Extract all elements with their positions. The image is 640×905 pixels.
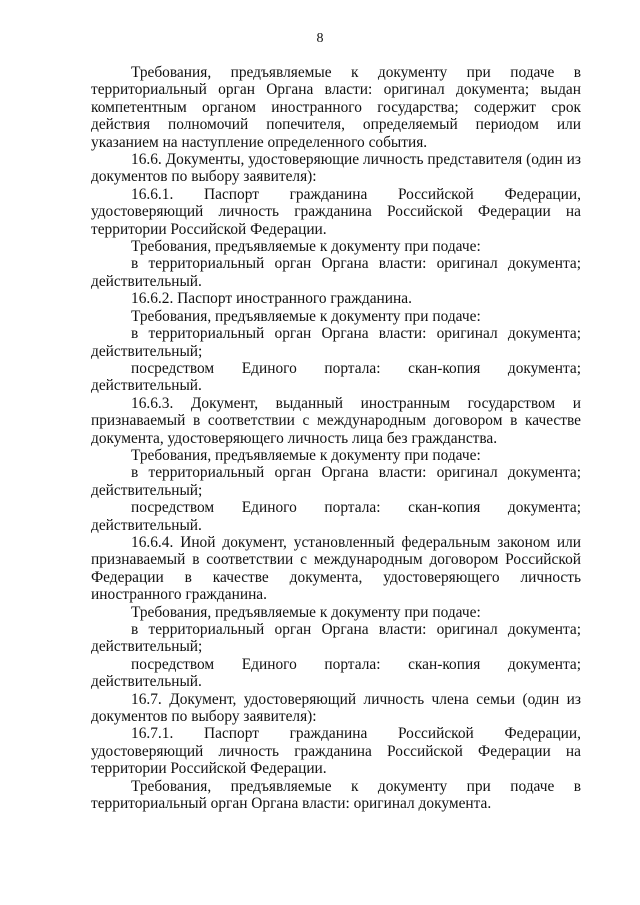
paragraph-16-7-1-passport-rf: 16.7.1. Паспорт гражданина Российской Федерации, удостоверяющий личность гражданина Российской Федерации на территории Российской Федерации. — [91, 725, 581, 778]
paragraph-16-6-heading: 16.6. Документы, удостоверяющие личность представителя (один из документов по выбору заявителя): — [91, 151, 581, 186]
paragraph-requirements-intro: Требования, предъявляемые к документу при подаче: — [131, 446, 481, 464]
paragraph-requirements-intro: Требования, предъявляемые к документу при подаче: — [131, 238, 481, 256]
paragraph-portal-requirement: посредством Единого портала: скан-копия документа; действительный. — [91, 655, 581, 691]
document-body — [91, 64, 581, 812]
paragraph-16-6-2-foreign-passport: 16.6.2. Паспорт иностранного гражданина. — [131, 290, 412, 308]
paragraph-16-6-1-passport-rf: 16.6.1. Паспорт гражданина Российской Федерации, удостоверяющий личность гражданина Российской Федерации на территории Российской Федерации. — [91, 185, 581, 238]
paragraph-requirements-intro: Требования, предъявляемые к документу при подаче: — [131, 603, 481, 621]
paragraph-territorial-requirement: в территориальный орган Органа власти: оригинал документа; действительный. — [91, 255, 581, 290]
paragraph-territorial-requirement: в территориальный орган Органа власти: оригинал документа; действительный; — [91, 621, 581, 656]
paragraph-16-6-4-other-document: 16.6.4. Иной документ, установленный федеральным законом или признаваемый в соответствии с международным договором Российской Федерации в качестве документа, удостоверяющего личность иностранного гражданина. — [91, 533, 581, 604]
paragraph-requirements-intro: Требования, предъявляемые к документу при подаче: — [131, 307, 481, 325]
paragraph-attorney-requirements: Требования, предъявляемые к документу при подаче в территориальный орган Органа власти: оригинал документа; выдан компетентным органом иностранного государства; содержит срок действия полномочий попечителя, определяемый периодом или указанием на наступление определенного события. — [91, 64, 581, 151]
paragraph-portal-requirement: посредством Единого портала: скан-копия документа; действительный. — [91, 359, 581, 395]
paragraph-16-6-3-stateless-document: 16.6.3. Документ, выданный иностранным государством и признаваемый в соответствии с международным договором в качестве документа, удостоверяющего личность лица без гражданства. — [91, 394, 581, 447]
paragraph-16-7-heading: 16.7. Документ, удостоверяющий личность члена семьи (один из документов по выбору заявителя): — [91, 690, 581, 726]
paragraph-portal-requirement: посредством Единого портала: скан-копия документа; действительный. — [91, 499, 581, 534]
paragraph-territorial-requirement: в территориальный орган Органа власти: оригинал документа; действительный; — [91, 464, 581, 499]
paragraph-territorial-requirement: в территориальный орган Органа власти: оригинал документа; действительный; — [91, 325, 581, 360]
page-number: 8 — [316, 31, 324, 46]
paragraph-final-requirement: Требования, предъявляемые к документу при подаче в территориальный орган Органа власти: оригинал документа. — [91, 777, 581, 813]
